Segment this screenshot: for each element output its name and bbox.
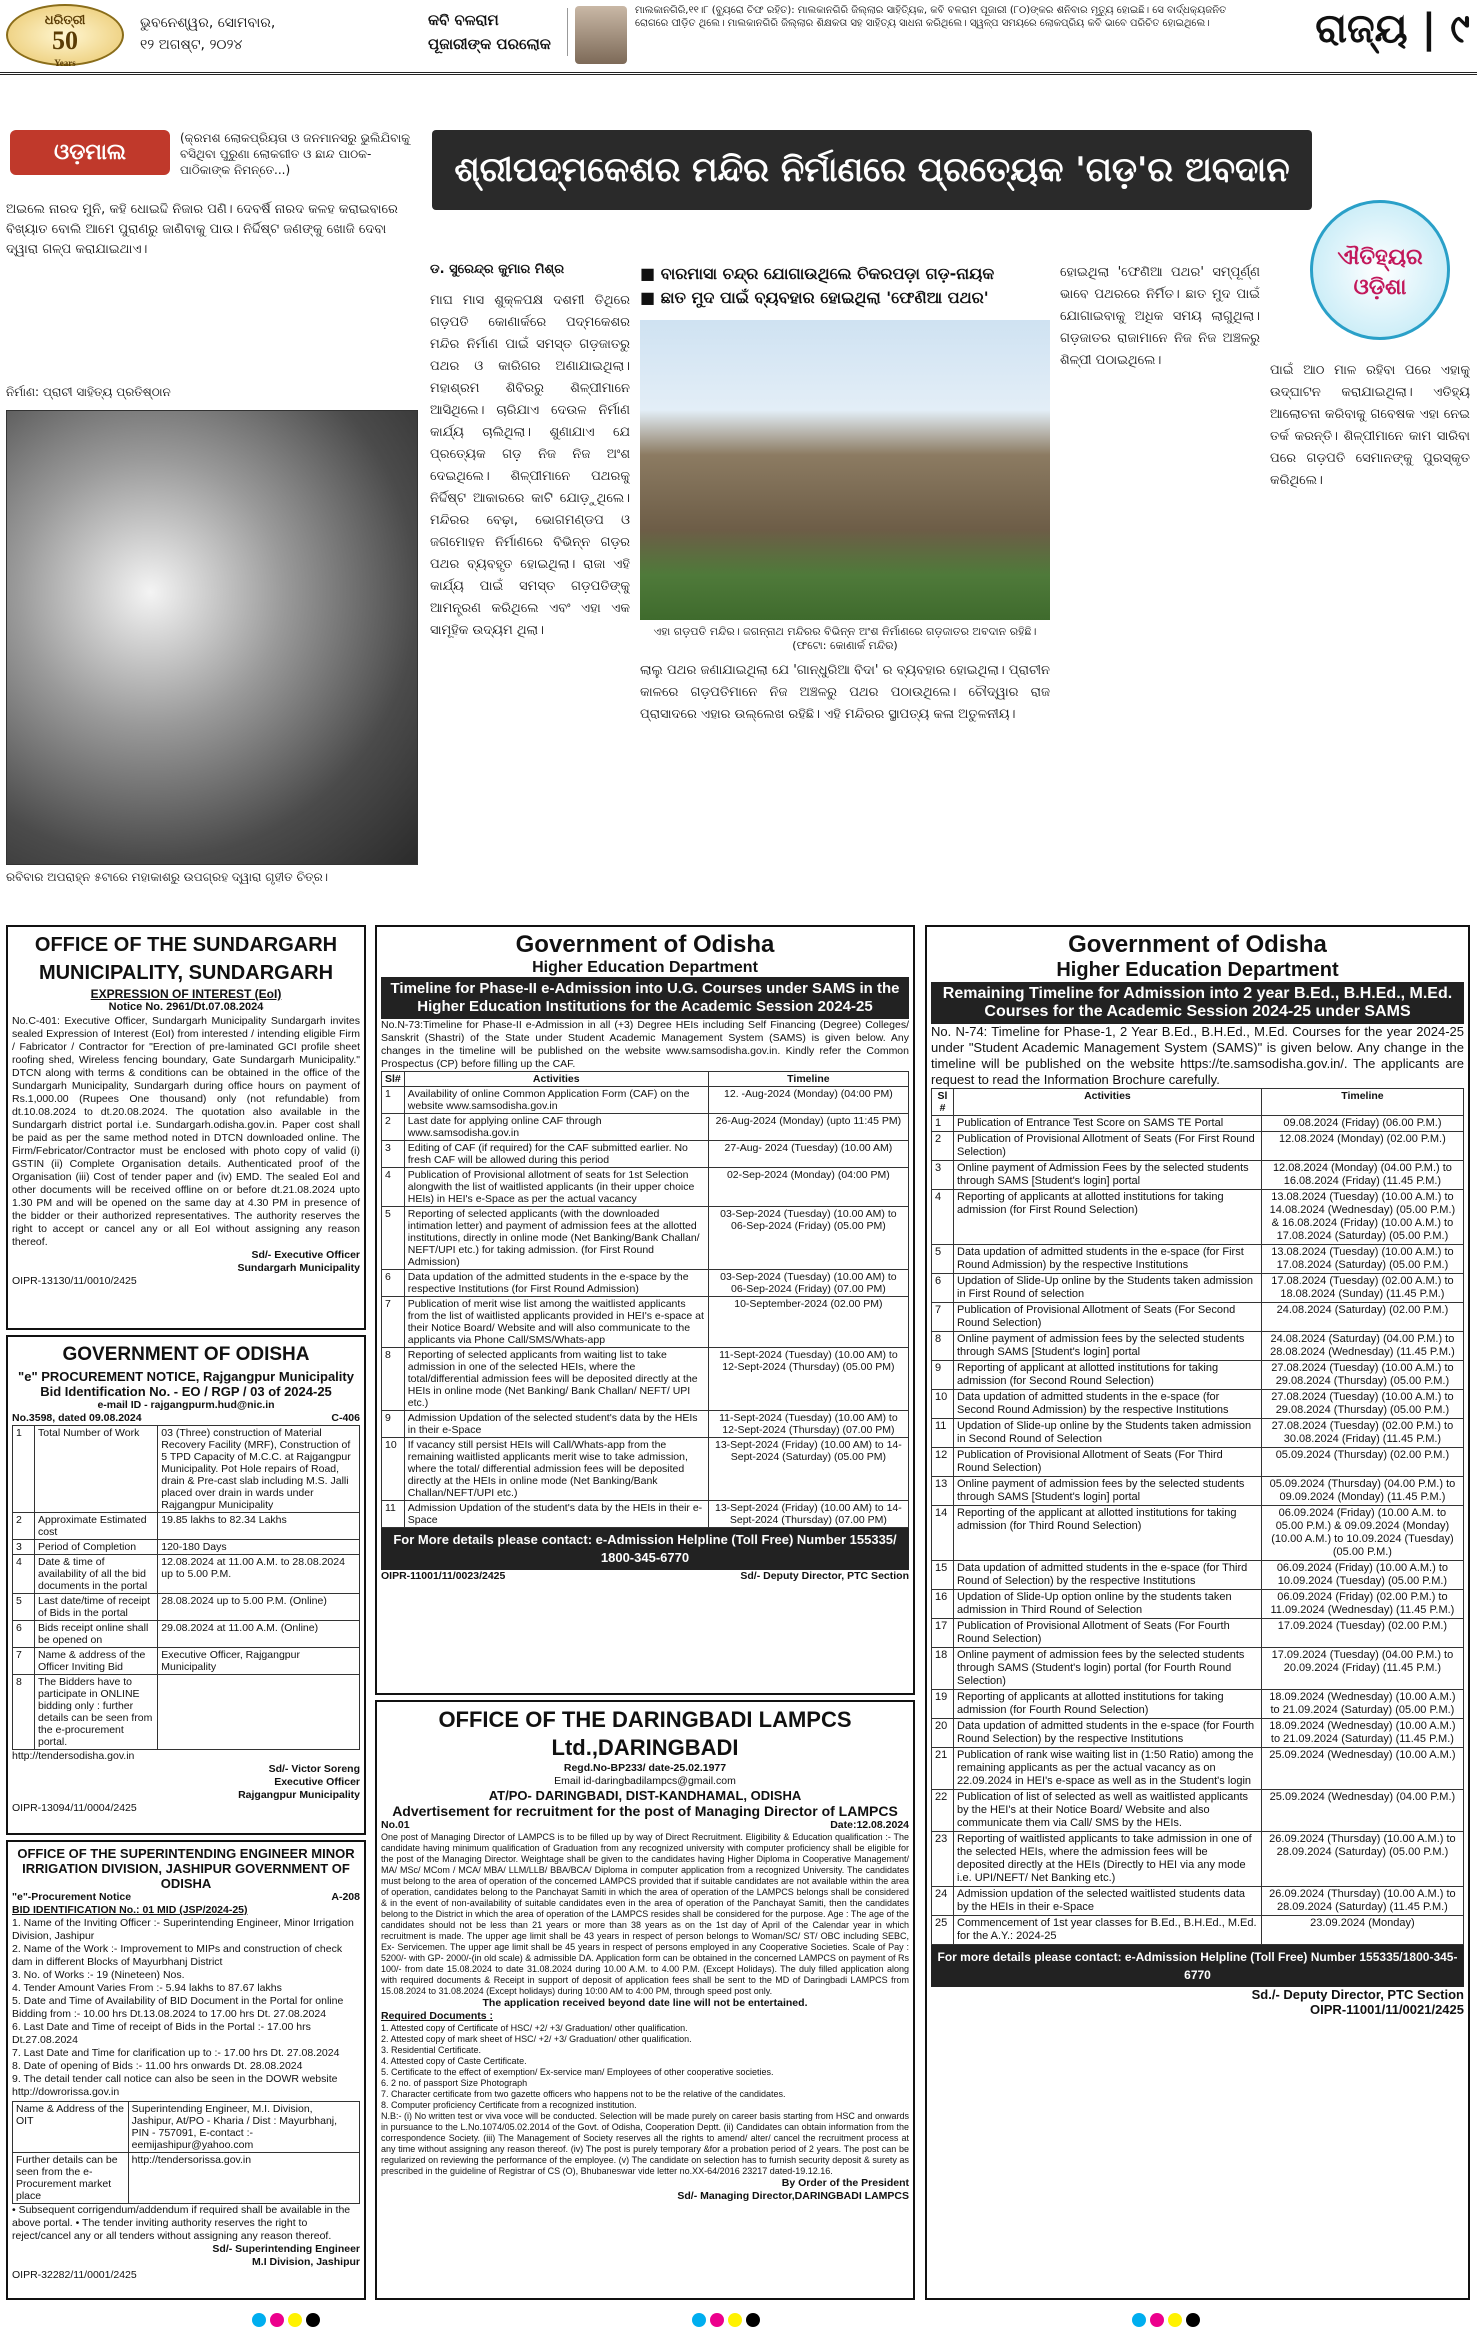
table-cell: 29.08.2024 at 11.00 A.M. (Online) bbox=[158, 1621, 360, 1648]
table-cell: 13.08.2024 (Tuesday) (10.00 A.M.) to 14.08.2024 (Wednesday) (05.00 P.M.) & 16.08.2024 (Friday) (10.00 A.M.) to 17.08.2024 (Saturday) (05.00 P.M.) bbox=[1261, 1190, 1463, 1245]
column-header: Sl# bbox=[382, 1072, 405, 1087]
table-cell: If vacancy still persist HEIs will Call/Whats-app from the remaining waitlisted applicants merit wise to take admission, where the total/ differential admission fees will be deposited directly at the HEIs in online mode (Net Banking/Bank Challan/NEFT/UPI etc.) bbox=[404, 1438, 708, 1501]
table-cell: 21 bbox=[932, 1748, 954, 1790]
table-cell: 9 bbox=[382, 1411, 405, 1438]
table-cell: Publication of rank wise waiting list in (1:50 Ratio) among the remaining applicants as per the actual vacancy as on 22.09.2024 in HEI's e-space as well as in the Student's login bbox=[954, 1748, 1262, 1790]
table-cell: Online payment of admission fees by the selected students through SAMS [Student's login] portal bbox=[954, 1332, 1262, 1361]
table-cell: 20 bbox=[932, 1719, 954, 1748]
column-header: Activities bbox=[954, 1089, 1262, 1116]
ad-title: GOVERNMENT OF ODISHA bbox=[62, 1344, 310, 1365]
table-row bbox=[382, 1297, 909, 1348]
table-cell: Total Number of Work bbox=[35, 1426, 158, 1513]
table-cell: 3 bbox=[13, 1540, 35, 1555]
table-cell: Reporting of waitlisted applicants to take admission in one of the selected HEIs, where the admission fees will be deposited directly at the HEIs (Directly to HEI via any mode i.e. UPI/NEFT/ Net Banking etc.) bbox=[954, 1832, 1262, 1887]
table-header bbox=[932, 1089, 1464, 1116]
oipr-code: OIPR-11001/11/0021/2425 bbox=[1310, 2002, 1464, 2017]
table-row bbox=[382, 1141, 909, 1168]
table-cell: 15 bbox=[932, 1561, 954, 1590]
table-cell: The Bidders have to participate in ONLINE bidding only : further details can be seen from the e-procurement portal. bbox=[35, 1675, 158, 1750]
table-cell: Publication of Provisional Allotment of Seats (For Third Round Selection) bbox=[954, 1448, 1262, 1477]
oipr-code: OIPR-13130/11/0010/2425 bbox=[12, 1275, 137, 1287]
ad-title: Government of Odisha bbox=[1068, 931, 1327, 958]
table-row bbox=[382, 1438, 909, 1501]
story-col-3: ହୋଇଥିଲା 'ଫେଣିଆ ପଥର' ସମ୍ପୂର୍ଣ୍ଣ ଭାବେ ପଥରରେ ନିର୍ମିତ। ଛାତ ମୁଦ ପାଇଁ ଯୋଗାଇବାକୁ ଅଧିକ ସମୟ ଲାଗୁଥିଲା। ଗଡ଼ଜାତର ରାଜାମାନେ ନିଜ ନିଜ ଅଞ୍ଚଳରୁ ଶିଳ୍ପୀ ପଠାଇଥିଲେ। bbox=[1060, 265, 1260, 368]
ad-intro: No.N-73:Timeline for Phase-II e-Admission in all (+3) Degree HEIs including Self Financing (Degree) Colleges/ Sanskrit (Shastri) of the State under Student Academic Management System (SAMS) is given below. Any changes in the timeline will be published on the website www.samsodisha.gov.in. Kindly refer the Common Prospectus (CP) before filling up the CAF. bbox=[381, 1019, 909, 1070]
table-cell: Data updation of the admitted students in the e-space by the respective Institutions (for First Round Admission) bbox=[404, 1270, 708, 1297]
table-cell: 23.09.2024 (Monday) bbox=[1261, 1916, 1463, 1945]
table-cell: 19.85 lakhs to 82.34 Lakhs bbox=[158, 1513, 360, 1540]
table-header bbox=[382, 1072, 909, 1087]
list-item: 2. Attested copy of mark sheet of HSC/ +2/ +3/ Graduation/ other qualification. bbox=[381, 2034, 692, 2044]
table-cell: 11-Sept-2024 (Tuesday) (10.00 AM) to 12-Sept-2024 (Thursday) (05.00 PM) bbox=[708, 1348, 908, 1411]
feature-credit: ନିର୍ମାଣ: ପ୍ରାଚୀ ସାହିତ୍ୟ ପ୍ରତିଷ୍ଠାନ bbox=[6, 385, 171, 399]
table-cell: 25 bbox=[932, 1916, 954, 1945]
column-header: Sl # bbox=[932, 1089, 954, 1116]
column-header: Timeline bbox=[1261, 1089, 1463, 1116]
table-row bbox=[932, 1332, 1464, 1361]
signature: Sd./- Deputy Director, PTC Section bbox=[1251, 1987, 1464, 2002]
table-cell: Data updation of admitted students in the e-space (for Third Round of Selection) by the respective Institutions bbox=[954, 1561, 1262, 1590]
table-row bbox=[932, 1303, 1464, 1332]
table-cell: 18 bbox=[932, 1648, 954, 1690]
table-cell: Admission Updation of the student's data by the HEIs in their e-Space bbox=[404, 1501, 708, 1528]
table-cell: 13-Sept-2024 (Friday) (10.00 AM) to 14-Sept-2024 (Saturday) (05.00 PM) bbox=[708, 1438, 908, 1501]
table-cell: 06.09.2024 (Friday) (10.00 A.M.) to 10.09.2024 (Tuesday) (05.00 P.M.) bbox=[1261, 1561, 1463, 1590]
temple-photo bbox=[640, 320, 1050, 620]
masthead bbox=[0, 0, 1477, 75]
feature-poem: ଅଇଲେ ନାରଦ ମୁନି, କହି ଧୋଇଦ୍ଦି ନିଜାର ପଣି। ଦେବର୍ଷି ନାରଦ କଳହ କରାଇବାରେ ବିଖ୍ୟାତ ବୋଲି ଆମେ ପୁରାଣରୁ ଜାଣିବାକୁ ପାଉ। ନିର୍ଦ୍ଦିଷ୍ଟ ଜଣଙ୍କୁ ଖୋଜି ଦେବା ଦ୍ୱାରା ଗଳ୍ପ କରାଯାଇଥାଏ। bbox=[6, 202, 398, 257]
list-item: 3. Residential Certificate. bbox=[381, 2045, 482, 2055]
table-cell: Updation of Slide-Up online by the Students taken admission in First Round of selection bbox=[954, 1274, 1262, 1303]
table-row bbox=[932, 1361, 1464, 1390]
docs-title: Required Documents : bbox=[381, 2010, 494, 2022]
table-cell: 12.08.2024 at 11.00 A.M. to 28.08.2024 up to 5.00 P.M. bbox=[158, 1555, 360, 1594]
table-row bbox=[932, 1274, 1464, 1303]
table-row bbox=[932, 1748, 1464, 1790]
list-item: 7. Last Date and Time for clarification up to :- 17.00 hrs Dt. 27.08.2024 bbox=[12, 2047, 340, 2059]
nb: The application received beyond date line will not be entertained. bbox=[482, 1997, 808, 2009]
ad-sundargarh bbox=[6, 925, 366, 1330]
table-cell: Reporting of selected applicants (with the downloaded intimation letter) and payment of admission fees at the allotted institutions, directly in online mode (Net Banking/Bank Challan/ NEFT/UPI etc.) for taking admission. (for First Round Admission) bbox=[404, 1207, 708, 1270]
table-cell: Last date/time of receipt of Bids in the portal bbox=[35, 1594, 158, 1621]
table-cell bbox=[158, 1675, 360, 1750]
ad-subtitle: "e" PROCUREMENT NOTICE, Rajgangpur Municipality bbox=[18, 1369, 354, 1384]
table-cell: 18.09.2024 (Wednesday) (10.00 A.M.) to 21.09.2024 (Saturday) (11.45 P.M.) bbox=[1261, 1719, 1463, 1748]
ad-jashipur bbox=[6, 1840, 366, 2300]
table-row bbox=[382, 1411, 909, 1438]
table-cell: 11-Sept-2024 (Tuesday) (10.00 AM) to 12-Sept-2024 (Thursday) (07.00 PM) bbox=[708, 1411, 908, 1438]
table-row bbox=[382, 1501, 909, 1528]
list-item: 4. Attested copy of Caste Certificate. bbox=[381, 2056, 527, 2066]
table-cell: Publication of Provisional allotment of seats for 1st Selection alongwith the list of waitlisted applicants (in their upper choice HEIs) in HEI's e-Space as per the actual vacancy bbox=[404, 1168, 708, 1207]
photo-caption: ଏହା ଗଡ଼ପତି ମନ୍ଦିର। ଜଗନ୍ନାଥ ମନ୍ଦିରର ବିଭିନ୍ନ ଅଂଶ ନିର୍ମାଣରେ ଗଡ଼ଜାତର ଅବଦାନ ରହିଛି। (ଫଟୋ: କୋଣାର୍କ ମନ୍ଦିର) bbox=[653, 625, 1037, 652]
table-row bbox=[932, 1448, 1464, 1477]
table-cell: 22 bbox=[932, 1790, 954, 1832]
table-cell: Publication of merit wise list among the waitlisted applicants from the list of waitlisted applicants provided in HEI's e-space at their Notice Board/ Website and will also communicate to the applicants via Phone Call/SMS/Whats-app bbox=[404, 1297, 708, 1348]
notice-code: A-208 bbox=[331, 1891, 360, 1903]
story-col-2: ଲାଲୁ ପଥର ଜଣାଯାଇଥିଲା ଯେ 'ଗାନ୍ଧୁରିଆ ବିଦା' ର ବ୍ୟବହାର ହୋଇଥିଲା। ପ୍ରାଚୀନ କାଳରେ ଗଡ଼ପତିମାନେ ନିଜ ଅଞ୍ଚଳରୁ ପଥର ପଠାଉଥିଲେ। ଚୌଦ୍ୱାର ରାଜ ପ୍ରାସାଦରେ ଏହାର ଉଲ୍ଲେଖ ରହିଛି। ଏହି ମନ୍ଦିରର ସ୍ଥାପତ୍ୟ କଳା ଅତୁଳନୀୟ। bbox=[640, 663, 1050, 722]
list-item: 5. Certificate to the effect of exemption/ Ex-service man/ Employees of other cooperative societies. bbox=[381, 2067, 774, 2077]
subhead: ■ ବାରମାସା ଚନ୍ଦ୍ର ଯୋଗାଉଥିଲେ ଚିକରପଡ଼ା ଗଡ଼-ନାୟକ ■ ଛାତ ମୁଦ ପାଇଁ ବ୍ୟବହାର ହୋଇଥିଲା 'ଫେଣିଆ ପଥର' bbox=[640, 264, 995, 307]
table-cell: Updation of Slide-Up option online by the students taken admission in Third Round of Selection bbox=[954, 1590, 1262, 1619]
selection-note: N.B:- (i) No written test or viva voce will be conducted. Selection will be made purely on career basis starting from HSC and onwards in pursuance to the L.No.1074/05.02.2014 of the Govt. of Odisha, Cooperation Deptt. (ii) Candidates can obtain information from the correspondence Society. (iii) The Management of Society reserves all the rights to amend/ alter/ cancel the recruitment process at any time without assigning any reason thereof. (iv) The post is purely temporary &for a probation period of 2 years. The post can be regularized on reviewing the performance of the employee. (v) The candidate on selection has to furnish security deposit & surety as prescribed in the guideline of Registrar of CS (O), Bhubaneswar vide letter no.XX-64/2016 23217 dated-19.12.16. bbox=[381, 2111, 909, 2176]
list-item: 8. Computer proficiency Certificate from a recognized institution. bbox=[381, 2100, 637, 2110]
table-row bbox=[13, 1513, 360, 1540]
ad-title: OFFICE OF THE SUPERINTENDING ENGINEER MINOR IRRIGATION DIVISION, JASHIPUR GOVERNMENT OF ODISHA bbox=[17, 1846, 355, 1891]
table-cell: 5 bbox=[13, 1594, 35, 1621]
table-cell: Data updation of admitted students in the e-space (for Second Round Admission) by the respective Institutions bbox=[954, 1390, 1262, 1419]
signature: Sd/- Deputy Director, PTC Section bbox=[740, 1570, 909, 1582]
list-item: 2. Name of the Work :- Improvement to MIPs and construction of check dam in different Blocks of Mayurbhanj District bbox=[12, 1943, 343, 1968]
table-cell: Last date for applying online CAF through www.samsodisha.gov.in bbox=[404, 1114, 708, 1141]
helpline: For more details please contact: e-Admission Helpline (Toll Free) Number 155335/1800-345-6770 bbox=[931, 1945, 1464, 1987]
table-cell: 19 bbox=[932, 1690, 954, 1719]
table-cell: Reporting of the applicant at allotted institutions for taking admission (for Third Round Selection) bbox=[954, 1506, 1262, 1561]
notice-date: Date:12.08.2024 bbox=[830, 1819, 909, 1831]
ad-ug-admission bbox=[375, 925, 915, 1695]
table-cell: 27-Aug- 2024 (Tuesday) (10.00 AM) bbox=[708, 1141, 908, 1168]
table-cell: 06.09.2024 (Friday) (10.00 A.M. to 05.00 P.M.) & 09.09.2024 (Monday) (10.00 A.M.) to 10.09.2024 (Tuesday) (05.00 P.M.) bbox=[1261, 1506, 1463, 1561]
bid-id: Bid Identification No. - EO / RGP / 03 of 2024-25 bbox=[40, 1384, 332, 1399]
feature-badge: ଓଡ଼ମାଲ bbox=[10, 130, 170, 175]
table-cell: 03-Sep-2024 (Tuesday) (10.00 AM) to 06-Sep-2024 (Friday) (05.00 PM) bbox=[708, 1207, 908, 1270]
table-row bbox=[932, 1132, 1464, 1161]
ad-banner: Timeline for Phase-II e-Admission into U.G. Courses under SAMS in the Higher Education Institutions for the Academic Session 2024-25 bbox=[381, 977, 909, 1019]
table-cell: Editing of CAF (if required) for the CAF submitted earlier. No fresh CAF will be allowed during this period bbox=[404, 1141, 708, 1168]
table-cell: Publication of Provisional Allotment of Seats (For Fourth Round Selection) bbox=[954, 1619, 1262, 1648]
table-row bbox=[13, 1555, 360, 1594]
table-row bbox=[382, 1207, 909, 1270]
signature: Sd/- Executive Officer Sundargarh Municipality bbox=[237, 1249, 360, 1274]
table-row bbox=[932, 1116, 1464, 1132]
table-cell: 3 bbox=[932, 1161, 954, 1190]
table-row bbox=[932, 1390, 1464, 1419]
table-row bbox=[932, 1690, 1464, 1719]
column-header: Timeline bbox=[708, 1072, 908, 1087]
signature: By Order of the President Sd/- Managing Director,DARINGBADI LAMPCS bbox=[677, 2177, 909, 2202]
table-cell: 02-Sep-2024 (Monday) (04:00 PM) bbox=[708, 1168, 908, 1207]
table-cell: 26-Aug-2024 (Monday) (upto 11:45 PM) bbox=[708, 1114, 908, 1141]
table-cell: 17 bbox=[932, 1619, 954, 1648]
table-row bbox=[382, 1270, 909, 1297]
table-cell: 16 bbox=[932, 1590, 954, 1619]
table-cell: 1 bbox=[13, 1426, 35, 1513]
table-cell: 17.09.2024 (Tuesday) (04.00 P.M.) to 20.09.2024 (Friday) (11.45 P.M.) bbox=[1261, 1648, 1463, 1690]
tribute-photo bbox=[575, 6, 627, 64]
list-item: 4. Tender Amount Varies From :- 5.94 lakhs to 87.67 lakhs bbox=[12, 1982, 282, 1994]
list-item: 1. Name of the Inviting Officer :- Superintending Engineer, Minor Irrigation Division, Jashipur bbox=[12, 1917, 354, 1942]
tribute-title: କବି ବଳରାମ ପୂଜାରୀଙ୍କ ପରଲୋକ bbox=[428, 8, 568, 56]
table-cell: Commencement of 1st year classes for B.Ed., B.H.Ed., M.Ed. for the A.Y.: 2024-25 bbox=[954, 1916, 1262, 1945]
table-cell: Name & address of the Officer Inviting Bid bbox=[35, 1648, 158, 1675]
satellite-image bbox=[6, 410, 418, 865]
table-row bbox=[932, 1477, 1464, 1506]
table-cell: 24 bbox=[932, 1887, 954, 1916]
table-cell: 2 bbox=[13, 1513, 35, 1540]
list-item: 1. Attested copy of Certificate of HSC/ +2/ +3/ Graduation/ other qualification. bbox=[381, 2023, 688, 2033]
table-cell: 10 bbox=[382, 1438, 405, 1501]
table-row bbox=[382, 1168, 909, 1207]
table-cell: 7 bbox=[932, 1303, 954, 1332]
table-row bbox=[932, 1190, 1464, 1245]
table-cell: Admission Updation of the selected student's data by the HEIs in their e-Space bbox=[404, 1411, 708, 1438]
tender-table bbox=[12, 1425, 360, 1750]
story-col-4: ପାଇଁ ଆଠ ମାଳ ରହିବା ପରେ ଏହାକୁ ଉଦ୍‌ଘାଟନ କରାଯାଇଥିଲା। ଏତିହ୍ୟ ଆଲୋଚନା କରିବାକୁ ଗବେଷକ ଏହା ନେଇ ତର୍କ କରନ୍ତି। ଶିଳ୍ପୀମାନେ କାମ ସାରିବା ପରେ ଗଡ଼ପତି ସେମାନଙ୍କୁ ପୁରସ୍କୃତ କରିଥିଲେ। bbox=[1270, 363, 1470, 488]
table-row bbox=[932, 1887, 1464, 1916]
ad-intro: No. N-74: Timeline for Phase-1, 2 Year B.Ed., B.H.Ed., M.Ed. Courses for the year 2024-25 under "Student Academic Management System (SAMS)" is given below. Any change in the timeline will be published on the website https://te.samsodisha.gov.in/. The applicants are request to read the Information Brochure carefully. bbox=[931, 1024, 1464, 1087]
table-cell: 25.09.2024 (Wednesday) (04.00 P.M.) bbox=[1261, 1790, 1463, 1832]
table-cell: 3 bbox=[382, 1141, 405, 1168]
table-cell: 6 bbox=[13, 1621, 35, 1648]
table-row bbox=[13, 1426, 360, 1513]
notice-no: No.01 bbox=[381, 1819, 410, 1831]
table-cell: 03-Sep-2024 (Tuesday) (10.00 AM) to 06-Sep-2024 (Friday) (07.00 PM) bbox=[708, 1270, 908, 1297]
list-item: 8. Date of opening of Bids :- 11.00 hrs onwards Dt. 28.08.2024 bbox=[12, 2060, 303, 2072]
ad-lampcs bbox=[375, 1700, 915, 2300]
ad-title: OFFICE OF THE SUNDARGARH MUNICIPALITY, SUNDARGARH bbox=[34, 934, 338, 984]
department: Higher Education Department bbox=[532, 959, 758, 976]
table-row bbox=[932, 1161, 1464, 1190]
table-cell: 24.08.2024 (Saturday) (04.00 P.M.) to 28.08.2024 (Wednesday) (11.45 P.M.) bbox=[1261, 1332, 1463, 1361]
table-row bbox=[13, 1540, 360, 1555]
table-cell: 4 bbox=[382, 1168, 405, 1207]
table-cell: 25.09.2024 (Wednesday) (10.00 A.M.) bbox=[1261, 1748, 1463, 1790]
table-cell: 13 bbox=[932, 1477, 954, 1506]
table-cell: Online payment of Admission Fees by the selected students through SAMS [Student's login] portal bbox=[954, 1161, 1262, 1190]
table-cell: 05.09.2024 (Thursday) (04.00 P.M.) to 09.09.2024 (Monday) (11.45 P.M.) bbox=[1261, 1477, 1463, 1506]
table-row bbox=[932, 1916, 1464, 1945]
print-registration-marks bbox=[0, 2305, 1477, 2335]
signature: Sd/- Victor Soreng Executive Officer Rajgangpur Municipality bbox=[238, 1763, 360, 1801]
table-cell: 12. -Aug-2024 (Monday) (04:00 PM) bbox=[708, 1087, 908, 1114]
table-cell: 28.08.2024 up to 5.00 P.M. (Online) bbox=[158, 1594, 360, 1621]
table-cell: Publication of Provisional Allotment of Seats (For First Round Selection) bbox=[954, 1132, 1262, 1161]
table-cell: 9 bbox=[932, 1361, 954, 1390]
department: Higher Education Department bbox=[1056, 959, 1339, 981]
notice-no: No.3598, dated 09.08.2024 bbox=[12, 1412, 142, 1424]
table-cell: Reporting of applicants at allotted institutions for taking admission (for Fourth Round Selection) bbox=[954, 1690, 1262, 1719]
table-cell: 8 bbox=[13, 1675, 35, 1750]
table-cell: 26.09.2024 (Thursday) (10.00 A.M.) to 28.09.2024 (Saturday) (05.00 P.M.) bbox=[1261, 1832, 1463, 1887]
table-cell: 14 bbox=[932, 1506, 954, 1561]
table-cell: 27.08.2024 (Tuesday) (10.00 A.M.) to 29.08.2024 (Thursday) (05.00 P.M.) bbox=[1261, 1361, 1463, 1390]
table-cell: 7 bbox=[13, 1648, 35, 1675]
table-cell: 5 bbox=[932, 1245, 954, 1274]
table-cell: Online payment of admission fees by the selected students through SAMS (Student's login) portal (for Fourth Round Selection) bbox=[954, 1648, 1262, 1690]
list-item: 9. The detail tender call notice can also be seen in the DOWR website http://dowrorissa.gov.in bbox=[12, 2073, 338, 2098]
ad-body: One post of Managing Director of LAMPCS is to be filled up by way of Direct Recruitment. Eligibility & Education qualification :- The candidate having minimum qualification of Graduation from any recognized university with computer proficiency shall be eligible for the post of the Managing Director. Weightage shall be given to the candidates having Higher Diploma in Cooperative Management/ MA/ MSc/ MCom / MCA/ MBA/ LLM/LLB/ BBA/BCA/ Diploma in computer application from a recognized University. The candidates must belong to the area of operation of the concerned LAMPCS provided that if suitable candidates are not available within the area of operation, candidates belong to the Panchayat Samiti in which the area of operation of the LAMPCS belongs shall be considered & in the event of non-availability of suitable candidates even in the area of operation of the Panchayat Samiti, then the candidates belong to the District in which the area of operation of the LAMPCS resides shall be considered for the purpose. Age : The age of the candidates should not be less than 21 years or more than 38 years as on the 1st day of April of the Calendar year in which recruitment is made. The upper age limit shall be 43 years in respect of person belongs to Woman/SC/ ST/ OBC including SEBC, Ex- Servicemen. The upper age limit shall be 45 years in respect of persons employed in any Cooperative Societies. Scale of Pay : 5200/- with GP- 2000/-(in old scale) & admissible DA. Application form can be obtained in the concerned LAMPCS on payment of Rs 100/- from date 15.08.2024 to date 31.08.2024 during 10.00 A.M. to 4.00 P.M. (Except Holidays). The duly filled application along with required documents & Receipt in support of deposit of application fees shall be sent to the MD of Daringbadi LAMPCS from 15.08.2024 to 31.08.2024 (Except holidays) during 10:00 AM to 4:00 PM, through speed post only. bbox=[381, 1832, 909, 1996]
bid-id: BID IDENTIFICATION No.: 01 MID (JSP/2024-25) bbox=[12, 1904, 248, 1916]
table-cell: 18.09.2024 (Wednesday) (10.00 A.M.) to 21.09.2024 (Saturday) (05.00 P.M.) bbox=[1261, 1690, 1463, 1719]
table-cell: Publication of Provisional Allotment of Seats (For Second Round Selection) bbox=[954, 1303, 1262, 1332]
table-cell: 6 bbox=[932, 1274, 954, 1303]
section-label: ରାଜ୍ୟ | ୯ bbox=[1315, 6, 1470, 52]
table-row bbox=[382, 1114, 909, 1141]
list-item: 6. 2 no. of passport Size Photograph bbox=[381, 2078, 528, 2088]
ad-subtitle: Advertisement for recruitment for the post of Managing Director of LAMPCS bbox=[392, 1803, 898, 1819]
table-row bbox=[932, 1561, 1464, 1590]
table-cell: 13.08.2024 (Tuesday) (10.00 A.M.) to 17.08.2024 (Saturday) (05.00 P.M.) bbox=[1261, 1245, 1463, 1274]
table-cell: Date & time of availability of all the bid documents in the portal bbox=[35, 1555, 158, 1594]
satellite-caption: ରବିବାର ଅପରାହ୍ନ ୫ଟାରେ ମହାକାଶରୁ ଉପଗ୍ରହ ଦ୍ୱାରା ଗୃହୀତ ଚିତ୍ର। bbox=[6, 870, 329, 884]
table-cell: Admission updation of the selected waitlisted students data by the HEIs in their e-Space bbox=[954, 1887, 1262, 1916]
byline: ଡ. ସୁରେନ୍ଦ୍ର କୁମାର ମିଶ୍ର bbox=[430, 262, 565, 277]
table-cell: Reporting of applicant at allotted institutions for taking admission (for Second Round Selection) bbox=[954, 1361, 1262, 1390]
table-cell: 05.09.2024 (Thursday) (02.00 P.M.) bbox=[1261, 1448, 1463, 1477]
ad-title: Government of Odisha bbox=[515, 931, 775, 958]
column-header: Activities bbox=[404, 1072, 708, 1087]
ad-subtitle: EXPRESSION OF INTEREST (EoI) bbox=[90, 987, 282, 1001]
contact-table: Name & Address of the OIT Superintending Engineer, M.I. Division, Jashipur, At/PO - Kharia / Dist : Mayurbhanj, PIN - 757091, E-contact :- eemijashipur@yahoo.com Further details can be seen from the e-Procurement market place http://tendersorissa.gov.in bbox=[12, 2101, 360, 2204]
table-cell: 11 bbox=[932, 1419, 954, 1448]
table-cell: 120-180 Days bbox=[158, 1540, 360, 1555]
signature: Sd/- Superintending Engineer M.I Division, Jashipur bbox=[212, 2243, 360, 2268]
ad-rajgangpur bbox=[6, 1335, 366, 1835]
table-cell: 11 bbox=[382, 1501, 405, 1528]
list-item: 6. Last Date and Time of receipt of Bids in the Portal :- 17.00 hrs Dt.27.08.2024 bbox=[12, 2021, 311, 2046]
table-cell: 03 (Three) construction of Material Recovery Facility (MRF), Construction of 5 TPD Capacity of M.C.C. at Rajgangpur Municipality. Pot Hole repairs of Road, drain & Pre-cast slab including M.S. Jalli placed over drain in wards under Rajgangpur Municipality bbox=[158, 1426, 360, 1513]
table-cell: 8 bbox=[932, 1332, 954, 1361]
table-cell: 4 bbox=[932, 1190, 954, 1245]
table-cell: 12.08.2024 (Monday) (04.00 P.M.) to 16.08.2024 (Friday) (11.45 P.M.) bbox=[1261, 1161, 1463, 1190]
table-cell: Data updation of admitted students in the e-space (for Fourth Round Selection) by the respective Institutions bbox=[954, 1719, 1262, 1748]
oipr-code: OIPR-32282/11/0001/2425 bbox=[12, 2269, 137, 2281]
table-cell: 13-Sept-2024 (Friday) (10.00 AM) to 14-Sept-2024 (Thursday) (07.00 PM) bbox=[708, 1501, 908, 1528]
ad-title: OFFICE OF THE DARINGBADI LAMPCS Ltd.,DARINGBADI bbox=[438, 1707, 852, 1760]
table-cell: Data updation of admitted students in the e-space (for First Round Admission) by the respective Institutions bbox=[954, 1245, 1262, 1274]
table-row bbox=[13, 1675, 360, 1750]
table-row bbox=[13, 1621, 360, 1648]
table-row bbox=[932, 1790, 1464, 1832]
table-cell: Approximate Estimated cost bbox=[35, 1513, 158, 1540]
table-cell: Publication of list of selected as well as waitlisted applicants by the HEI's at their Notice Board/ Website and also communicate them via Call/ SMS by the HEIs. bbox=[954, 1790, 1262, 1832]
notice-no: Notice No. 2961/Dt.07.08.2024 bbox=[108, 1001, 264, 1013]
table-cell: 10-September-2024 (02.00 PM) bbox=[708, 1297, 908, 1348]
table-row bbox=[382, 1348, 909, 1411]
helpline: For More details please contact: e-Admission Helpline (Toll Free) Number 155335/ 1800-345-6770 bbox=[381, 1528, 909, 1570]
feature-intro: (କ୍ରମଶ ଲୋକପ୍ରିୟତା ଓ ଜନମାନସରୁ ଭୁଲିଯିବାକୁ ବସିଥିବା ପୁରୁଣା ଲୋକଗୀତ ଓ ଛାନ୍ଦ ପାଠକ-ପାଠିକାଙ୍କ ନିମନ୍ତେ...) bbox=[180, 131, 410, 177]
list-item: 3. No. of Works :- 19 (Nineteen) Nos. bbox=[12, 1969, 185, 1981]
oipr-code: OIPR-11001/11/0023/2425 bbox=[381, 1570, 506, 1582]
table-cell: 1 bbox=[932, 1116, 954, 1132]
table-cell: Publication of Entrance Test Score on SAMS TE Portal bbox=[954, 1116, 1262, 1132]
table-cell: 1 bbox=[382, 1087, 405, 1114]
list-item: 5. Date and Time of Availability of BID Document in the Portal for online Bidding from :- 10.00 hrs Dt.13.08.2024 to 17.00 hrs Dt. 27.08.2024 bbox=[12, 1995, 344, 2020]
table-row bbox=[932, 1245, 1464, 1274]
table-cell: 6 bbox=[382, 1270, 405, 1297]
tribute-text: ମାଲକାନଗିରି,୧୧।୮ (ବ୍ୟୁରୋ ଚିଫ ରହିତ): ମାଲକାନଗିରି ଜିଲ୍ଲାର ସାହିତ୍ୟିକ, କବି ବଳରାମ ପୂଜାରୀ (୮୦)ଙ୍କର ଶନିବାର ମୃତ୍ୟୁ ହୋଇଛି। ସେ ବାର୍ଦ୍ଧକ୍ୟଜନିତ ରୋଗରେ ପୀଡ଼ିତ ଥିଲେ। ମାଲକାନଗିରି ଜିଲ୍ଲାର ଶିକ୍ଷକତା ସହ ସାହିତ୍ୟ ସାଧନା କରିଥିଲେ। ସ୍ୱଳ୍ପ ସମୟରେ ଲୋକପ୍ରିୟ କବି ଭାବେ ପରିଚିତ ହୋଇଥିଲେ। bbox=[635, 5, 1227, 29]
table-row bbox=[932, 1506, 1464, 1561]
table-cell: 2 bbox=[382, 1114, 405, 1141]
table-row bbox=[932, 1619, 1464, 1648]
ad-subtitle: "e"-Procurement Notice bbox=[12, 1891, 132, 1903]
table-cell: 24.08.2024 (Saturday) (02.00 P.M.) bbox=[1261, 1303, 1463, 1332]
table-cell: 5 bbox=[382, 1207, 405, 1270]
table-row bbox=[932, 1590, 1464, 1619]
table-cell: 12.08.2024 (Monday) (02.00 P.M.) bbox=[1261, 1132, 1463, 1161]
portal-link[interactable]: http://tendersodisha.gov.in bbox=[12, 1750, 135, 1762]
table-cell: Updation of Slide-up online by the Students taken admission in Second Round of Selection bbox=[954, 1419, 1262, 1448]
table-cell: 12 bbox=[932, 1448, 954, 1477]
table-row bbox=[13, 1648, 360, 1675]
table-cell: 27.08.2024 (Tuesday) (02.00 P.M.) to 30.08.2024 (Friday) (11.45 P.M.) bbox=[1261, 1419, 1463, 1448]
main-headline: ଶ୍ରୀପଦ୍ମକେଶର ମନ୍ଦିର ନିର୍ମାଣରେ ପ୍ରତ୍ୟେକ 'ଗଡ଼'ର ଅବଦାନ ଥିଲା bbox=[432, 130, 1312, 210]
table-cell: Bids receipt online shall be opened on bbox=[35, 1621, 158, 1648]
table-row bbox=[932, 1648, 1464, 1690]
email: e-mail ID - rajgangpurm.hud@nic.in bbox=[97, 1399, 275, 1411]
regd: Regd.No-BP233/ date-25.02.1977 bbox=[563, 1762, 727, 1774]
table-cell: 06.09.2024 (Friday) (02.00 P.M.) to 11.09.2024 (Wednesday) (11.45 P.M.) bbox=[1261, 1590, 1463, 1619]
ad-bed-admission bbox=[925, 925, 1470, 2300]
table-cell: Availability of online Common Application Form (CAF) on the website www.samsodisha.gov.in bbox=[404, 1087, 708, 1114]
docs-list bbox=[381, 2023, 909, 2111]
table-cell: 17.08.2024 (Tuesday) (02.00 A.M.) to 18.08.2024 (Sunday) (11.45 P.M.) bbox=[1261, 1274, 1463, 1303]
table-row bbox=[382, 1087, 909, 1114]
table-cell: 4 bbox=[13, 1555, 35, 1594]
address: AT/PO- DARINGBADI, DIST-KANDHAMAL, ODISHA bbox=[488, 1788, 802, 1803]
table-cell: 27.08.2024 (Tuesday) (10.00 A.M.) to 29.08.2024 (Thursday) (05.00 P.M.) bbox=[1261, 1390, 1463, 1419]
table-cell: Period of Completion bbox=[35, 1540, 158, 1555]
table-cell: Reporting of selected applicants from waiting list to take admission in one of the selected HEIs, where the total/differential admission fees will be deposited directly at the HEIs in online mode (Net Banking/ Bank Challan/ NEFT/ UPI etc.) bbox=[404, 1348, 708, 1411]
table-cell: 10 bbox=[932, 1390, 954, 1419]
table-cell: 7 bbox=[382, 1297, 405, 1348]
table-cell: Online payment of admission fees by the selected students through SAMS [Student's login] portal bbox=[954, 1477, 1262, 1506]
tender-items bbox=[12, 1917, 360, 2099]
table-row bbox=[932, 1719, 1464, 1748]
timeline-table bbox=[381, 1071, 909, 1528]
ad-banner: Remaining Timeline for Admission into 2 year B.Ed., B.H.Ed., M.Ed. Courses for the Academic Session 2024-25 under SAMS bbox=[931, 982, 1464, 1024]
story-col-1: ମାଘ ମାସ ଶୁକ୍ଳପକ୍ଷ ଦଶମୀ ତିଥିରେ ଗଡ଼ପତି କୋଣାର୍କରେ ପଦ୍ମକେଶର ମନ୍ଦିର ନିର୍ମାଣ ପାଇଁ ସମସ୍ତ ଗଡ଼ଜାତରୁ ପଥର ଓ କାରିଗର ଅଣାଯାଇଥିଲା। ମହାଶ୍ରମ ଶିବିରରୁ ଶିଳ୍ପୀମାନେ ଆସିଥିଲେ। ଚାରିଯାଏ ଦେଉଳ ନିର୍ମାଣ କାର୍ଯ୍ୟ ଚାଲିଥିଲା। ଶୁଣାଯାଏ ଯେ ପ୍ରତ୍ୟେକ ଗଡ଼ ନିଜ ନିଜ ଅଂଶ ଦେଇଥିଲେ। ଶିଳ୍ପୀମାନେ ପଥରକୁ ନିର୍ଦ୍ଦିଷ୍ଟ ଆକାରରେ କାଟି ଯୋଡ଼ୁଥିଲେ। ମନ୍ଦିରର ବେଢ଼ା, ଭୋଗମଣ୍ଡପ ଓ ଜଗମୋହନ ନିର୍ମାଣରେ ବିଭିନ୍ନ ଗଡ଼ର ପଥର ବ୍ୟବହୃତ ହୋଇଥିଲା। ରାଜା ଏହି କାର୍ଯ୍ୟ ପାଇଁ ସମସ୍ତ ଗଡ଼ପତିଙ୍କୁ ଆମନ୍ତ୍ରଣ କରିଥିଲେ ଏବଂ ଏହା ଏକ ସାମୂହିକ ଉଦ୍ୟମ ଥିଲା। bbox=[430, 293, 630, 638]
email: Email id-daringbadilampcs@gmail.com bbox=[554, 1775, 736, 1787]
table-cell: 8 bbox=[382, 1348, 405, 1411]
notice-code: C-406 bbox=[331, 1412, 360, 1424]
table-cell: 17.09.2024 (Tuesday) (02.00 P.M.) bbox=[1261, 1619, 1463, 1648]
dateline: ଭୁବନେଶ୍ୱର, ସୋମବାର, ୧୨ ଅଗଷ୍ଟ, ୨୦୨୪ bbox=[140, 15, 276, 53]
table-cell: 09.08.2024 (Friday) (06.00 P.M.) bbox=[1261, 1116, 1463, 1132]
table-row bbox=[932, 1419, 1464, 1448]
ad-body: No.C-401: Executive Officer, Sundargarh Municipality Sundargarh invites sealed Expression of Interest (EoI) from interested / intending eligible Firm / Fabricator / Contractor for "Erection of pre-laminated GCI profile sheet roofing shed, Wireless fencing boundary, Gate Sundargarh Municipality." DTCN along with terms & conditions can be obtained in the office of the Sundargarh Municipality, Sundargarh during office hours on payment of Rs.1,000.00 (Rupees One thousand) only (not refundable) from dt.10.08.2024 to dt.20.08.2024. The quotation also available in the Sundargarh district portal i.e. Sundargarh.odisha.gov.in. Paper cost shall be paid as per the same method noted in DTCN downloaded online. The Firm/Febricator/Contractor must be enclosed with photo copy of valid (i) GSTIN (ii) Complete Organisation details. Authenticated proof of the Organisation (iii) Cost of tender paper and (iv) EMD. The sealed EoI and other documents will be received offline on or before dt.21.08.2024 upto 1.30 PM and will be opened on the same day at 4.30 PM in presence of the bidder or their authorized representatives. The authority reserves the right to accept or cancel any or all EoI without assigning any reason thereof. bbox=[12, 1015, 360, 1248]
table-cell: Executive Officer, Rajgangpur Municipality bbox=[158, 1648, 360, 1675]
notes: • Subsequent corrigendum/addendum if required shall be available in the above portal. • The tender inviting authority reserves the right to reject/cancel any or all tenders without assigning any reason thereof. bbox=[12, 2204, 351, 2242]
table-row bbox=[932, 1832, 1464, 1887]
table-row bbox=[13, 1594, 360, 1621]
list-item: 7. Character certificate from two gazette officers who happens not to be the relative of the candidates. bbox=[381, 2089, 786, 2099]
timeline-table bbox=[931, 1088, 1464, 1945]
table-cell: 23 bbox=[932, 1832, 954, 1887]
table-cell: Reporting of applicants at allotted institutions for taking admission (for First Round Selection) bbox=[954, 1190, 1262, 1245]
heritage-badge: ଐତିହ୍ୟର ଓଡ଼ିଶା bbox=[1310, 200, 1450, 340]
table-cell: 2 bbox=[932, 1132, 954, 1161]
table-cell: 26.09.2024 (Thursday) (10.00 A.M.) to 28.09.2024 (Saturday) (11.45 P.M.) bbox=[1261, 1887, 1463, 1916]
oipr-code: OIPR-13094/11/0004/2425 bbox=[12, 1802, 137, 1814]
newspaper-logo: ଧରିତ୍ରୀ 50 Years bbox=[6, 4, 124, 66]
